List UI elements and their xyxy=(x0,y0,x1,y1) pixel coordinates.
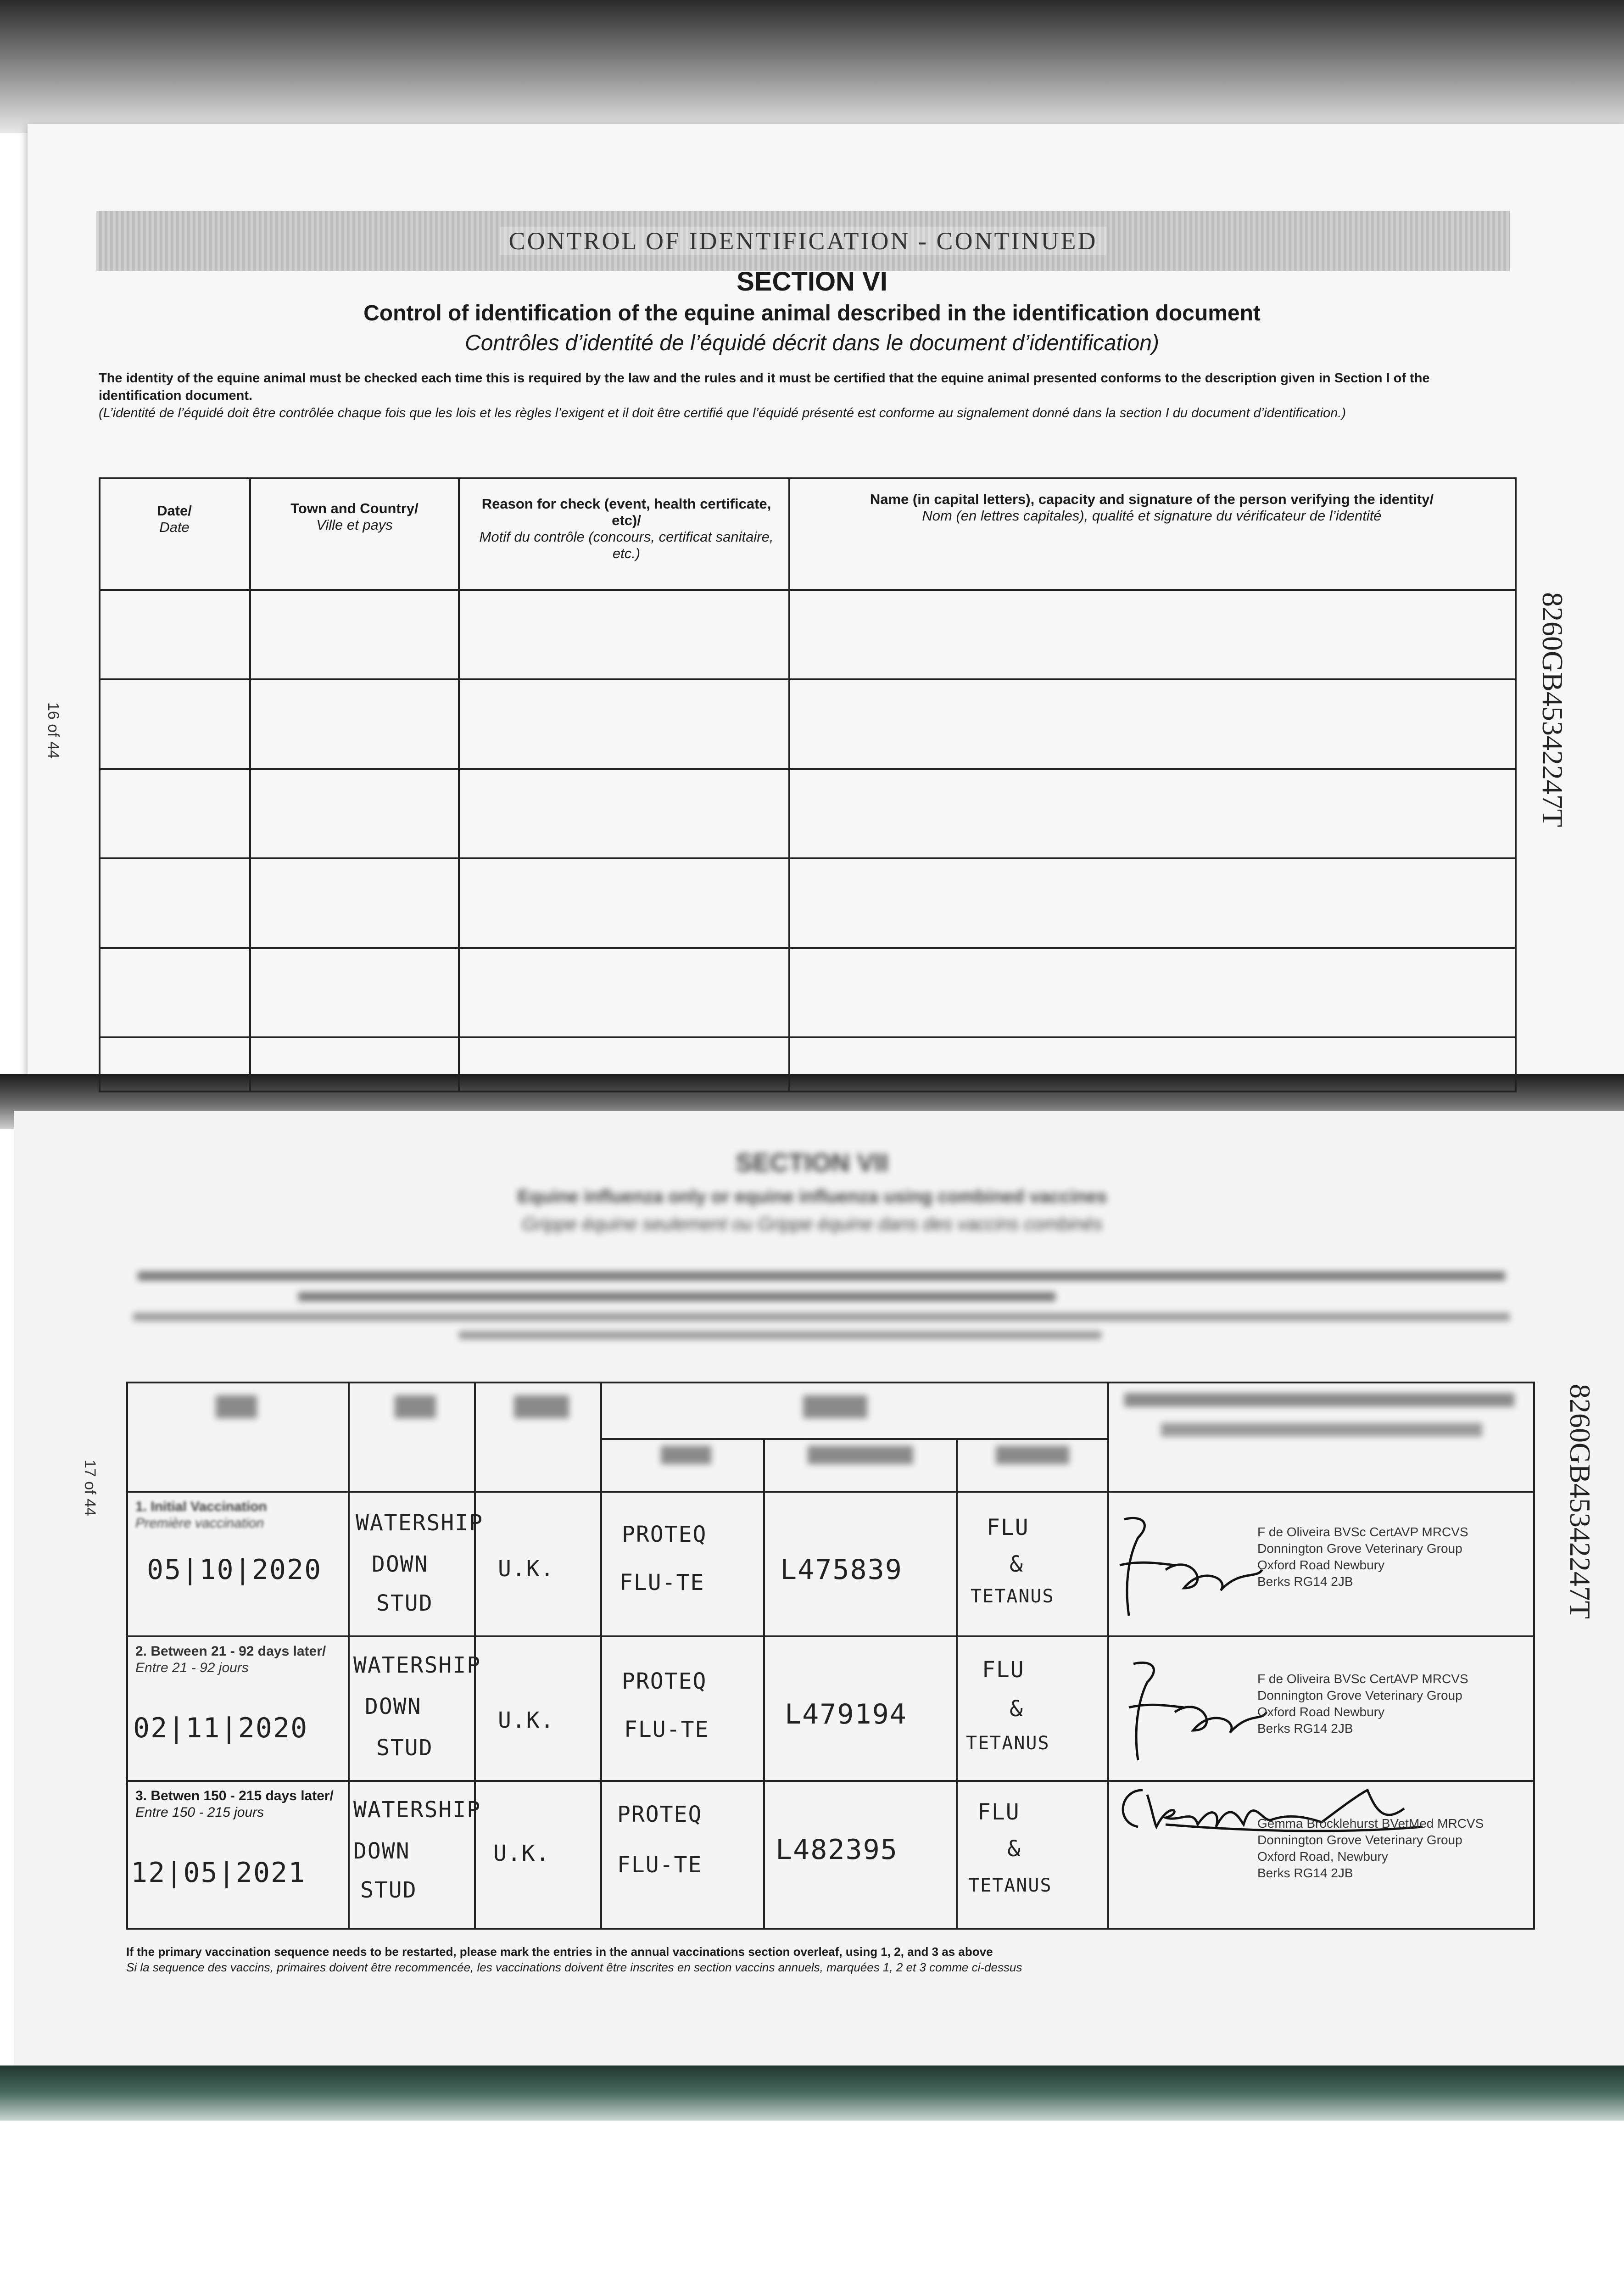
banner-text: CONTROL OF IDENTIFICATION - CONTINUED xyxy=(500,227,1107,255)
header-town-fr: Ville et pays xyxy=(316,517,393,533)
blurred-header-country xyxy=(514,1395,569,1418)
header-reason-fr: Motif du contrôle (concours, certificat sanitaire, etc.) xyxy=(479,529,774,561)
row1-country: U.K. xyxy=(498,1556,555,1582)
row2-place-2: DOWN xyxy=(365,1694,422,1719)
row2-country: U.K. xyxy=(498,1707,555,1733)
row3-label xyxy=(135,1788,342,1821)
row2-vaccine-2: FLU-TE xyxy=(624,1717,709,1742)
row3-place-2: DOWN xyxy=(353,1838,410,1864)
row2-batch: L479194 xyxy=(785,1698,907,1730)
header-verifier-en: Name (in capital letters), capacity and signature of the person verifying the identity/ xyxy=(870,491,1434,507)
row1-stamp-line-1: F de Oliveira BVSc CertAVP MRCVS xyxy=(1257,1525,1468,1539)
row1-label-en: 1. Initial Vaccination xyxy=(135,1499,267,1514)
blurred-header-batch xyxy=(808,1446,913,1464)
header-date xyxy=(99,503,250,536)
header-reason xyxy=(473,496,780,562)
row1-vaccine-2: FLU-TE xyxy=(619,1570,705,1595)
side-id-number-bottom: 8260GB45342247T xyxy=(1564,1384,1596,1619)
header-date-en: Date/ xyxy=(157,503,192,519)
footnote xyxy=(126,1944,1549,1975)
header-verifier-fr: Nom (en lettres capitales), qualité et signature du vérificateur de l’identité xyxy=(922,508,1382,524)
page-label-16: 16 of 44 xyxy=(45,702,62,759)
header-town xyxy=(250,500,459,533)
blurred-header-vaccine xyxy=(803,1395,867,1418)
row2-stamp-line-1: F de Oliveira BVSc CertAVP MRCVS xyxy=(1257,1672,1468,1686)
row2-vaccine-1: PROTEQ xyxy=(622,1668,707,1694)
row3-stamp-line-2: Donnington Grove Veterinary Group xyxy=(1257,1833,1462,1847)
row1-disease-2: & xyxy=(1010,1551,1024,1577)
intro-fr: (L’identité de l’équidé doit être contrôlée chaque fois que les lois et les règles l’exigent et il doit être certifié que l’équidé présenté est conforme au signalement donné dans la section I du document d’identification.) xyxy=(99,406,1346,420)
scan-background-top xyxy=(0,0,1624,133)
side-id-number-top: 8260GB45342247T xyxy=(1536,592,1569,827)
row3-place-3: STUD xyxy=(360,1877,417,1903)
blurred-subtitle-fr: Grippe équine seulement ou Grippe équine dans des vaccins combinés xyxy=(522,1214,1103,1234)
blurred-header-disease xyxy=(996,1446,1069,1464)
row2-place-1: WATERSHIP xyxy=(353,1652,481,1678)
blurred-text-line xyxy=(298,1292,1055,1301)
row1-place-1: WATERSHIP xyxy=(356,1510,484,1536)
row3-label-fr: Entre 150 - 215 jours xyxy=(135,1805,264,1820)
row1-stamp-line-2: Donnington Grove Veterinary Group xyxy=(1257,1541,1462,1556)
header-town-en: Town and Country/ xyxy=(290,500,419,516)
section-banner xyxy=(96,211,1510,271)
blurred-header-name xyxy=(661,1446,711,1464)
row3-place-1: WATERSHIP xyxy=(353,1797,481,1823)
section-subtitle-en: Control of identification of the equine animal described in the identification document xyxy=(363,301,1261,325)
row2-vet-signature xyxy=(1115,1657,1271,1767)
blurred-text-line xyxy=(459,1331,1101,1339)
row2-stamp-line-4: Berks RG14 2JB xyxy=(1257,1721,1353,1735)
row3-vaccine-2: FLU-TE xyxy=(617,1852,703,1878)
row3-stamp-line-1: Gemma Brocklehurst BVetMed MRCVS xyxy=(1257,1816,1484,1830)
blurred-text-line xyxy=(138,1271,1505,1281)
row1-vet-signature xyxy=(1111,1510,1267,1620)
row1-date: 05|10|2020 xyxy=(147,1554,322,1586)
row1-stamp-line-3: Oxford Road Newbury xyxy=(1257,1558,1385,1572)
section-title: SECTION VI xyxy=(737,267,887,297)
row2-label xyxy=(135,1643,342,1676)
row1-disease-3: TETANUS xyxy=(971,1586,1055,1607)
row2-disease-3: TETANUS xyxy=(966,1733,1050,1754)
row2-disease-2: & xyxy=(1010,1696,1024,1722)
row2-stamp-line-3: Oxford Road Newbury xyxy=(1257,1705,1385,1719)
section-vii-title: SECTION VII xyxy=(736,1148,888,1177)
row3-vaccine-1: PROTEQ xyxy=(617,1802,703,1827)
row1-label-fr: Première vaccination xyxy=(135,1516,264,1531)
row2-place-3: STUD xyxy=(376,1735,433,1761)
row1-place-2: DOWN xyxy=(372,1551,429,1577)
row3-country: U.K. xyxy=(493,1841,550,1866)
intro-en: The identity of the equine animal must be checked each time this is required by the law and the rules and it must be certified that the equine animal presented conforms to the description given in Section I of the identification document. xyxy=(99,371,1430,403)
row3-stamp-line-4: Berks RG14 2JB xyxy=(1257,1866,1353,1880)
row1-disease-1: FLU xyxy=(987,1515,1029,1540)
header-verifier xyxy=(808,491,1496,524)
book-cover-edge xyxy=(0,2066,1624,2121)
blurred-text-line xyxy=(133,1313,1510,1321)
intro-text xyxy=(99,369,1512,422)
row2-disease-1: FLU xyxy=(982,1657,1025,1683)
header-reason-en: Reason for check (event, health certificate, etc)/ xyxy=(481,496,771,528)
blurred-header-practice xyxy=(1124,1393,1514,1407)
row1-vaccine-1: PROTEQ xyxy=(622,1522,707,1547)
row2-label-en: 2. Between 21 - 92 days later/ xyxy=(135,1644,326,1659)
footnote-fr: Si la sequence des vaccins, primaires doivent être recommencée, les vaccinations doivent être inscrites en section vaccins annuels, marquées 1, 2 et 3 comme ci-dessus xyxy=(126,1960,1022,1974)
blurred-subtitle-en: Equine influenza only or equine influenza using combined vaccines xyxy=(517,1187,1107,1207)
row2-date: 02|11|2020 xyxy=(133,1712,308,1744)
blurred-header-practice xyxy=(1161,1423,1482,1437)
header-date-fr: Date xyxy=(159,519,190,535)
row3-label-en: 3. Betwen 150 - 215 days later/ xyxy=(135,1788,334,1803)
page-label-17: 17 of 44 xyxy=(81,1460,99,1516)
row1-stamp-line-4: Berks RG14 2JB xyxy=(1257,1574,1353,1589)
row3-disease-1: FLU xyxy=(977,1799,1020,1825)
row1-label xyxy=(135,1499,342,1532)
row3-disease-3: TETANUS xyxy=(968,1875,1052,1896)
row1-place-3: STUD xyxy=(376,1590,433,1616)
identity-check-table xyxy=(99,477,1517,1092)
section-subtitle-fr: Contrôles d’identité de l’équidé décrit dans le document d’identification) xyxy=(465,331,1159,355)
blurred-header-place xyxy=(395,1395,436,1418)
row3-batch: L482395 xyxy=(776,1834,898,1866)
row2-label-fr: Entre 21 - 92 jours xyxy=(135,1660,249,1675)
row1-batch: L475839 xyxy=(780,1554,903,1586)
row3-disease-2: & xyxy=(1007,1836,1021,1862)
row3-stamp-line-3: Oxford Road, Newbury xyxy=(1257,1849,1388,1864)
footnote-en: If the primary vaccination sequence needs to be restarted, please mark the entries in the annual vaccinations section overleaf, using 1, 2, and 3 as above xyxy=(126,1945,993,1959)
blurred-header-date xyxy=(216,1395,257,1418)
row3-date: 12|05|2021 xyxy=(131,1857,306,1889)
row2-stamp-line-2: Donnington Grove Veterinary Group xyxy=(1257,1688,1462,1702)
